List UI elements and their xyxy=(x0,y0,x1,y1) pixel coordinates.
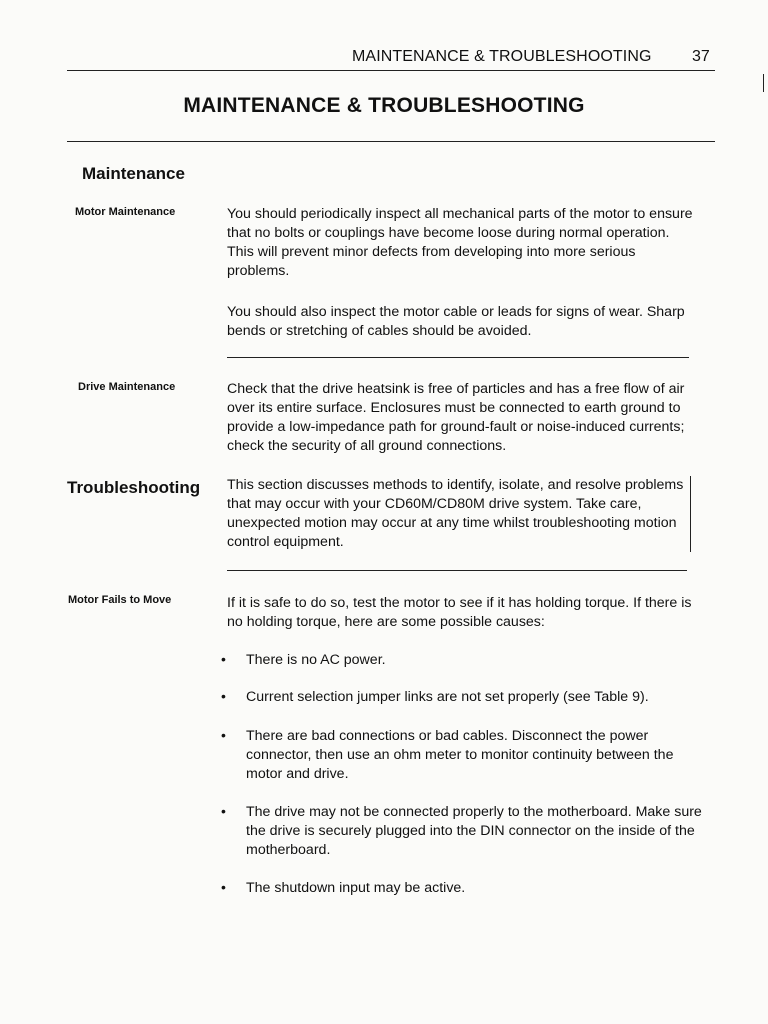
motor-maintenance-paragraph-2: You should also inspect the motor cable or leads for signs of wear. Sharp bends or stretching of cables should be avoided. xyxy=(227,304,685,339)
maintenance-heading: Maintenance xyxy=(82,164,185,183)
header-rule xyxy=(67,70,715,71)
drive-maintenance-label: Drive Maintenance xyxy=(78,381,176,393)
bullet-marker: • xyxy=(221,688,226,704)
troubleshooting-heading: Troubleshooting xyxy=(67,478,201,497)
bullet-marker: • xyxy=(221,803,226,819)
list-item: Current selection jumper links are not set properly (see Table 9). xyxy=(246,689,649,705)
motor-fails-label: Motor Fails to Move xyxy=(68,594,172,606)
running-header-title: MAINTENANCE & TROUBLESHOOTING xyxy=(352,48,652,65)
troubleshooting-intro: This section discusses methods to identify, isolate, and resolve problems that may occur with your CD60M/CD80M drive system. Take care, unexpected motion may occur at any time whilst troubleshooting motion control equipment. xyxy=(227,477,684,550)
list-item: There are bad connections or bad cables. Disconnect the power connector, then use an ohm meter to monitor continuity between the motor and drive. xyxy=(246,728,674,782)
motor-maintenance-label: Motor Maintenance xyxy=(75,206,176,218)
margin-change-bar-top xyxy=(763,74,764,92)
bullet-marker: • xyxy=(221,727,226,743)
list-item: There is no AC power. xyxy=(246,652,386,668)
list-item: The drive may not be connected properly to the motherboard. Make sure the drive is securely plugged into the DIN connector on the inside of the motherboard. xyxy=(246,804,702,858)
page-number: 37 xyxy=(692,48,710,65)
page-title: MAINTENANCE & TROUBLESHOOTING xyxy=(183,94,585,117)
list-item: The shutdown input may be active. xyxy=(246,880,466,896)
title-rule xyxy=(67,141,715,142)
section-divider xyxy=(227,357,689,358)
drive-maintenance-paragraph: Check that the drive heatsink is free of particles and has a free flow of air over its entire surface. Enclosures must be connected to earth ground to provide a low-impedance path for ground-fault or noise-induced currents; check the security of all ground connections. xyxy=(227,381,685,454)
bullet-marker: • xyxy=(221,651,226,667)
section-divider xyxy=(227,570,687,571)
bullet-marker: • xyxy=(221,879,226,895)
margin-change-bar xyxy=(690,476,691,552)
motor-fails-intro: If it is safe to do so, test the motor to see if it has holding torque. If there is no holding torque, here are some possible causes: xyxy=(227,595,692,630)
motor-maintenance-paragraph-1: You should periodically inspect all mechanical parts of the motor to ensure that no bolts or couplings have become loose during normal operation. This will prevent minor defects from developing into more serious problems. xyxy=(227,206,693,279)
